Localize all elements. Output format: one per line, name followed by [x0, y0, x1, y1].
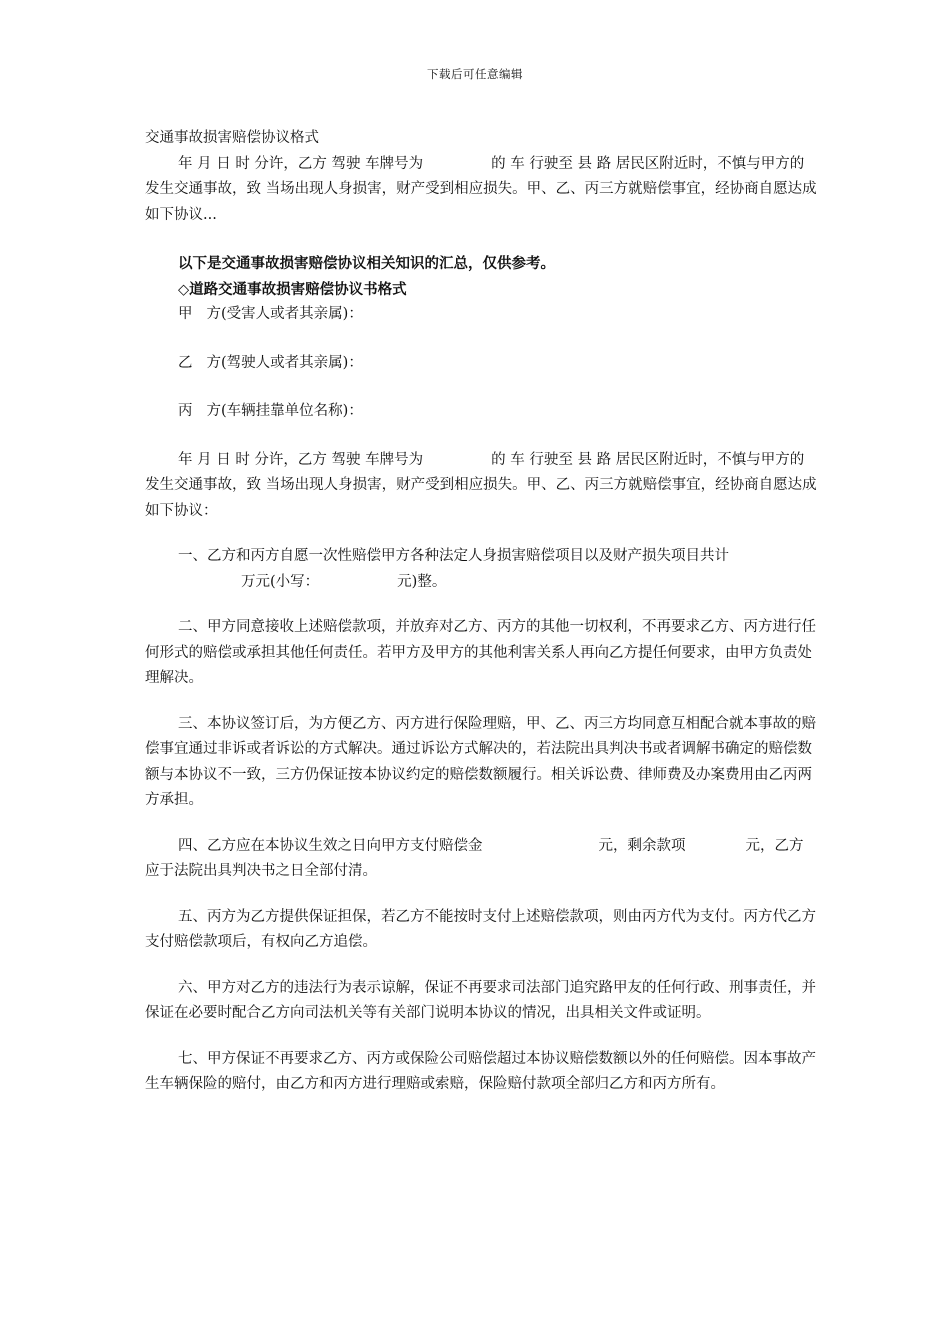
section-heading: ◇道路交通事故损害赔偿协议书格式	[178, 280, 407, 298]
clause-1-part-b: 万元(小写：	[241, 573, 320, 590]
preamble-part-b: 的 车 行驶至 县 路 居民区附近时，不慎与甲方的 发生交通事故，致 当场出现人身损害，财产受到相应损失。甲、乙、丙三方就赔偿事宜，经协商自愿达成如下协议：	[145, 451, 817, 519]
party-yi-text: 方(驾驶人或者其亲属)：	[206, 354, 363, 371]
clause-4	[145, 834, 817, 885]
party-jia-text: 方(受害人或者其亲属)：	[206, 306, 363, 322]
preamble-paragraph	[145, 448, 817, 525]
party-bing-text: 方(车辆挂靠单位名称)：	[206, 403, 363, 419]
clause-1-part-c: 元)整。	[397, 573, 447, 590]
clause-6: 六、甲方对乙方的违法行为表示谅解，保证不再要求司法部门追究路甲友的任何行政、刑事责任，并保证在必要时配合乙方向司法机关等有关部门说明本协议的情况，出具相关文件或证明。	[145, 979, 816, 1021]
preamble-part-a: 年 月 日 时 分许，乙方 驾驶 车牌号为	[178, 451, 424, 468]
document-body	[145, 126, 817, 1098]
intro-paragraph	[145, 152, 817, 229]
party-bing	[145, 399, 817, 425]
document-title: 交通事故损害赔偿协议格式	[145, 130, 319, 146]
intro-part-b: 的 车 行驶至 县 路 居民区附近时，不慎与甲方的 发生交通事故，致 当场出现人身损害，财产受到相应损失。甲、乙、丙三方就赔偿事宜，经协商自愿达成如下协议...	[145, 155, 817, 223]
summary-note: 以下是交通事故损害赔偿协议相关知识的汇总，仅供参考。	[178, 255, 555, 272]
clause-1	[145, 544, 817, 595]
party-yi	[145, 351, 817, 377]
intro-part-a: 年 月 日 时 分许，乙方 驾驶 车牌号为	[178, 155, 424, 172]
clause-5: 五、丙方为乙方提供保证担保，若乙方不能按时支付上述赔偿款项，则由丙方代为支付。丙方代乙方支付赔偿款项后，有权向乙方追偿。	[145, 908, 816, 950]
clause-3: 三、本协议签订后，为方便乙方、丙方进行保险理赔，甲、乙、丙三方均同意互相配合就本事故的赔偿事宜通过非诉或者诉讼的方式解决。通过诉讼方式解决的，若法院出具判决书或者调解书确定的赔偿数额与本协议不一致，三方仍保证按本协议约定的赔偿数额履行。相关诉讼费、律师费及办案费用由乙丙两方承担。	[145, 715, 816, 808]
party-bing-label: 丙	[178, 403, 207, 419]
clause-4-part-c: 元，乙方应于法院出具判决书之日全部付清。	[145, 837, 804, 879]
clause-4-part-b: 元，剩余款项	[598, 837, 686, 854]
clause-4-part-a: 四、乙方应在本协议生效之日向甲方支付赔偿金	[178, 837, 483, 854]
clause-1-part-a: 一、乙方和丙方自愿一次性赔偿甲方各种法定人身损害赔偿项目以及财产损失项目共计	[178, 548, 729, 564]
clause-2: 二、甲方同意接收上述赔偿款项，并放弃对乙方、丙方的其他一切权利，不再要求乙方、丙方进行任何形式的赔偿或承担其他任何责任。若甲方及甲方的其他利害关系人再向乙方提任何要求，由甲方负责处理解决。	[145, 619, 816, 686]
party-yi-label: 乙	[178, 354, 207, 371]
page-header: 下载后可任意编辑	[427, 67, 523, 81]
party-jia	[145, 302, 817, 328]
clause-7: 七、甲方保证不再要求乙方、丙方或保险公司赔偿超过本协议赔偿数额以外的任何赔偿。因本事故产生车辆保险的赔付，由乙方和丙方进行理赔或索赔，保险赔付款项全部归乙方和丙方所有。	[145, 1050, 816, 1092]
party-jia-label: 甲	[178, 306, 207, 322]
